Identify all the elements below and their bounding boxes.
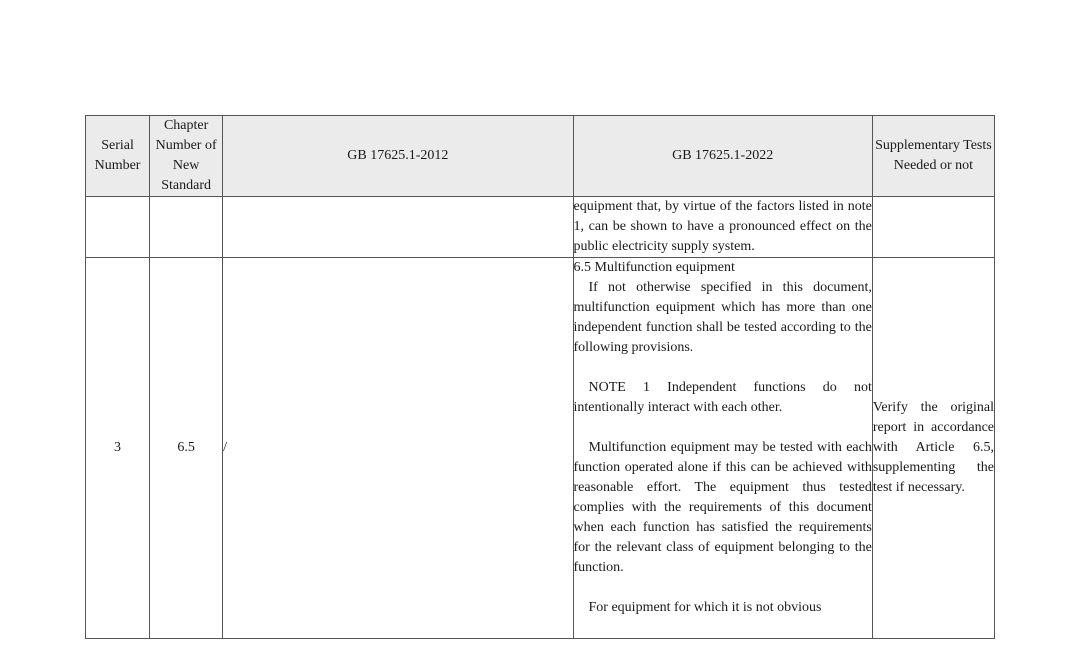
header-chapter: Chapter Number of New Standard [150,116,223,197]
comparison-table [85,115,995,639]
cell-serial-empty [86,197,150,258]
header-new-standard: GB 17625.1-2022 [573,116,872,197]
cell-supplementary: Verify the original report in accordance with Article 6.5, supplementing the test if necessary. [872,258,994,639]
spacer [574,358,872,378]
paragraph-2: Multifunction equipment may be tested with each function operated alone if this can be achieved with reasonable effort. The equipment thus tested complies with the requirements of this document when each function has satisfied the requirements for the relevant class of equipment belonging to the function. [573,440,872,575]
cell-old-standard: / [223,258,573,639]
header-row [86,116,995,197]
header-serial: Serial Number [86,116,150,197]
header-supplementary: Supplementary Tests Needed or not [872,116,994,197]
note-1: NOTE 1 Independent functions do not intentionally interact with each other. [573,380,872,415]
cell-new-continued [573,197,872,258]
section-heading: 6.5 Multifunction equipment [573,260,735,275]
continued-text: equipment that, by virtue of the factors listed in note 1, can be shown to have a pronounced effect on the public electricity supply system. [573,199,872,254]
spacer [574,578,872,598]
paragraph-1: If not otherwise specified in this document, multifunction equipment which has more than one independent function shall be tested according to the following provisions. [573,280,872,355]
cell-supplementary-empty [872,197,994,258]
table-row-3 [86,258,995,639]
cell-new-standard [573,258,872,639]
cell-chapter-empty [150,197,223,258]
cell-serial: 3 [86,258,150,639]
cell-chapter: 6.5 [150,258,223,639]
header-old-standard: GB 17625.1-2012 [223,116,573,197]
paragraph-3: For equipment for which it is not obvious [588,600,822,615]
spacer [574,418,872,438]
table-row-continued [86,197,995,258]
cell-old-empty [223,197,573,258]
